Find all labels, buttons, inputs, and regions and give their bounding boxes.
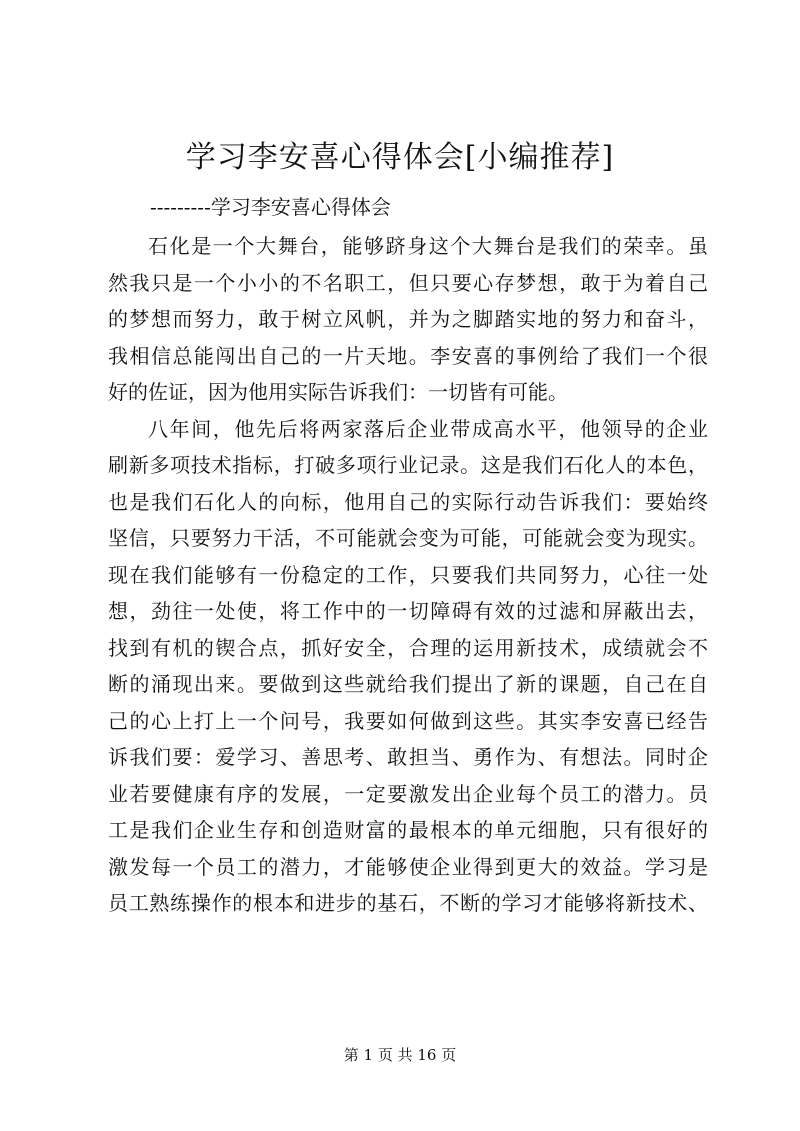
paragraph-line: 员工熟练操作的根本和进步的基石，不断的学习才能够将新技术、 bbox=[108, 891, 708, 915]
page-number: 第 1 页 共 16 页 bbox=[343, 1046, 457, 1064]
paragraph-line: 想，劲往一处使，将工作中的一切障碍有效的过滤和屏蔽出去， bbox=[108, 599, 708, 623]
paragraph-line: 石化是一个大舞台，能够跻身这个大舞台是我们的荣幸。虽 bbox=[148, 234, 708, 258]
paragraph-line: 断的涌现出来。要做到这些就给我们提出了新的课题，自己在自 bbox=[108, 672, 708, 696]
document-subtitle: ---------学习李安喜心得体会 bbox=[150, 195, 391, 219]
paragraph-line: 的梦想而努力，敢于树立风帆，并为之脚踏实地的努力和奋斗， bbox=[108, 307, 708, 331]
paragraph-line: 好的佐证，因为他用实际告诉我们：一切皆有可能。 bbox=[108, 380, 568, 404]
paragraph-1 bbox=[108, 228, 708, 411]
document-body bbox=[108, 228, 708, 922]
paragraph-line: 刷新多项技术指标，打破多项行业记录。这是我们石化人的本色， bbox=[108, 453, 708, 477]
paragraph-line: 我相信总能闯出自己的一片天地。李安喜的事例给了我们一个很 bbox=[108, 343, 708, 368]
document-title: 学习李安喜心得体会[小编推荐] bbox=[185, 140, 615, 175]
paragraph-line: 然我只是一个小小的不名职工，但只要心存梦想，敢于为着自己 bbox=[108, 270, 708, 295]
paragraph-line: 找到有机的锲合点，抓好安全，合理的运用新技术，成绩就会不 bbox=[108, 635, 708, 660]
paragraph-line: 坚信，只要努力干活，不可能就会变为可能，可能就会变为现实。 bbox=[108, 526, 708, 550]
paragraph-line: 激发每一个员工的潜力，才能够使企业得到更大的效益。学习是 bbox=[108, 854, 708, 879]
paragraph-line: 工是我们企业生存和创造财富的最根本的单元细胞，只有很好的 bbox=[108, 818, 708, 842]
paragraph-line: 己的心上打上一个问号，我要如何做到这些。其实李安喜已经告 bbox=[108, 708, 708, 733]
paragraph-line: 也是我们石化人的向标，他用自己的实际行动告诉我们：要始终 bbox=[108, 489, 708, 514]
paragraph-line: 诉我们要：爱学习、善思考、敢担当、勇作为、有想法。同时企 bbox=[108, 745, 708, 769]
paragraph-line: 现在我们能够有一份稳定的工作，只要我们共同努力，心往一处 bbox=[108, 562, 708, 587]
paragraph-line: 八年间，他先后将两家落后企业带成高水平，他领导的企业 bbox=[148, 416, 708, 441]
paragraph-2 bbox=[108, 411, 708, 922]
paragraph-line: 业若要健康有序的发展，一定要激发出企业每个员工的潜力。员 bbox=[108, 781, 708, 806]
